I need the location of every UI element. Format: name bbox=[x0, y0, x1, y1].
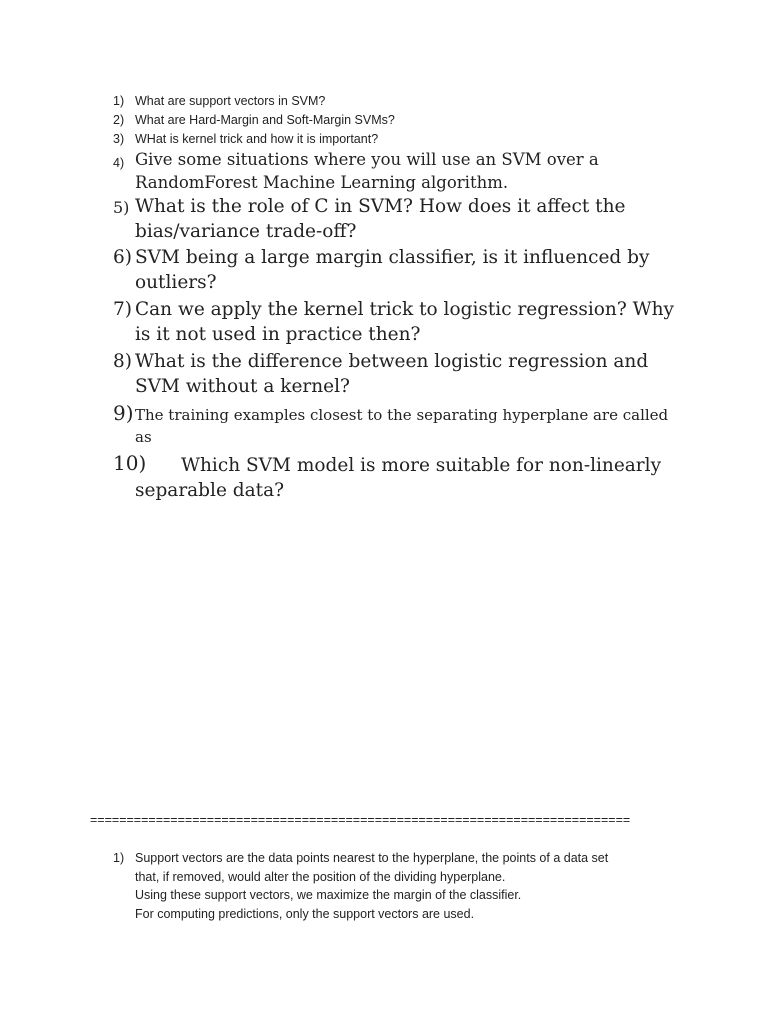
question-text: What are support vectors in SVM? bbox=[135, 94, 326, 108]
question-text: Can we apply the kernel trick to logistic regression? Why is it not used in practice then? bbox=[135, 299, 675, 345]
question-text: What are Hard-Margin and Soft-Margin SVMs? bbox=[135, 113, 395, 127]
answer-line: For computing predictions, only the support vectors are used. bbox=[135, 906, 475, 921]
question-number: 5) bbox=[113, 198, 130, 217]
question-text: SVM being a large margin classifier, is it influenced by outliers? bbox=[135, 247, 650, 293]
question-number: 9) bbox=[113, 401, 134, 425]
question-number: 8) bbox=[113, 351, 132, 372]
question-text: Which SVM model is more suitable for non-linearly separable data? bbox=[135, 455, 662, 501]
question-text: The training examples closest to the separating hyperplane are called as bbox=[135, 406, 669, 446]
question-text: Give some situations where you will use an SVM over a RandomForest Machine Learning algorithm. bbox=[135, 150, 599, 192]
answer-line: that, if removed, would alter the position of the dividing hyperplane. bbox=[135, 869, 506, 884]
question-number: 10) bbox=[113, 451, 147, 475]
answer-number: 1) bbox=[113, 851, 125, 865]
question-number: 3) bbox=[113, 132, 125, 146]
question-number: 1) bbox=[113, 94, 125, 108]
answer-text bbox=[135, 849, 695, 923]
question-number: 7) bbox=[113, 299, 132, 320]
question-text: What is the role of C in SVM? How does it affect the bias/variance trade-off? bbox=[135, 196, 626, 242]
section-separator: ========================================================================== bbox=[90, 813, 631, 827]
answer-line: Support vectors are the data points nearest to the hyperplane, the points of a data set bbox=[135, 851, 609, 865]
question-number: 4) bbox=[113, 156, 125, 170]
question-number: 6) bbox=[113, 247, 132, 268]
answer-line: Using these support vectors, we maximize the margin of the classifier. bbox=[135, 888, 522, 902]
question-number: 2) bbox=[113, 113, 125, 127]
question-text: What is the difference between logistic regression and SVM without a kernel? bbox=[135, 351, 649, 397]
question-text: WHat is kernel trick and how it is important? bbox=[135, 132, 379, 146]
